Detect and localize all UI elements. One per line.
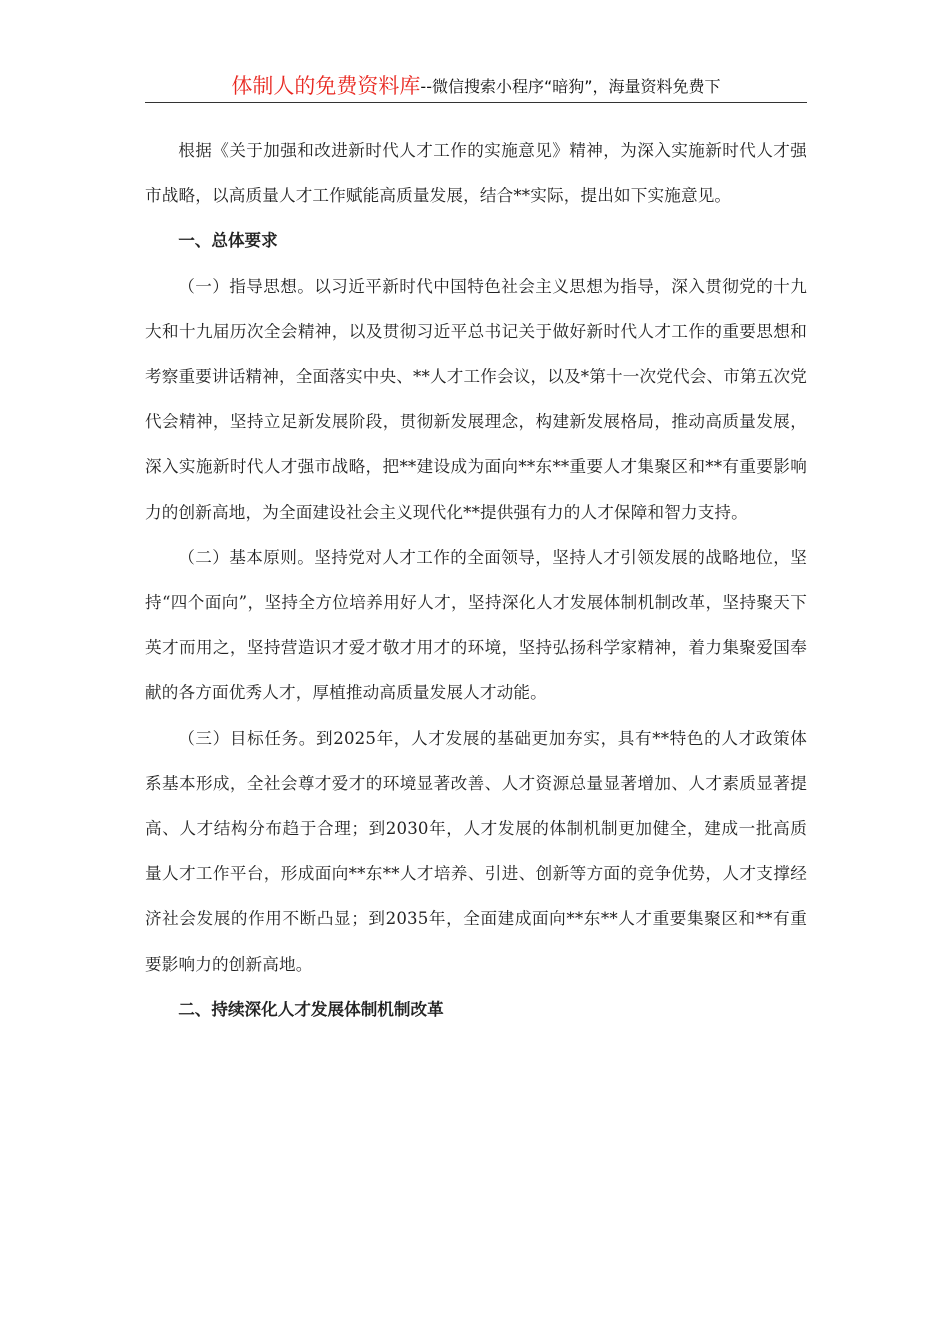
page-header [145,70,807,103]
guiding-ideology-paragraph: （一）指导思想。以习近平新时代中国特色社会主义思想为指导，深入贯彻党的十九大和十九届历次全会精神，以及贯彻习近平总书记关于做好新时代人才工作的重要思想和考察重要讲话精神，全面落实中央、**人才工作会议，以及*第十一次党代会、市第五次党代会精神，坚持立足新发展阶段，贯彻新发展理念，构建新发展格局，推动高质量发展，深入实施新时代人才强市战略，把**建设成为面向**东**重要人才集聚区和**有重要影响力的创新高地，为全面建设社会主义现代化**提供强有力的人才保障和智力支持。 [145,276,807,522]
intro-paragraph: 根据《关于加强和改进新时代人才工作的实施意见》精神，为深入实施新时代人才强市战略，以高质量人才工作赋能高质量发展，结合**实际，提出如下实施意见。 [145,141,807,206]
section-heading-1: 一、总体要求 [178,231,278,251]
header-tagline: --微信搜索小程序“暗狗”，海量资料免费下 [420,77,721,96]
goals-paragraph: （三）目标任务。到2025年，人才发展的基础更加夯实，具有**特色的人才政策体系基本形成，全社会尊才爱才的环境显著改善、人才资源总量显著增加、人才素质显著提高、人才结构分布趋于合理；到2030年，人才发展的体制机制更加健全，建成一批高质量人才工作平台，形成面向**东**人才培养、引进、创新等方面的竞争优势，人才支撑经济社会发展的作用不断凸显；到2035年，全面建成面向**东**人才重要集聚区和**有重要影响力的创新高地。 [145,728,807,974]
document-body [145,128,807,1032]
section-heading-2: 二、持续深化人才发展体制机制改革 [178,999,444,1019]
basic-principles-paragraph: （二）基本原则。坚持党对人才工作的全面领导，坚持人才引领发展的战略地位，坚持“四个面向”，坚持全方位培养用好人才，坚持深化人才发展体制机制改革，坚持聚天下英才而用之，坚持营造识才爱才敬才用才的环境，坚持弘扬科学家精神，着力集聚爱国奉献的各方面优秀人才，厚植推动高质量发展人才动能。 [145,547,807,703]
header-brand: 体制人的免费资料库 [231,74,421,98]
